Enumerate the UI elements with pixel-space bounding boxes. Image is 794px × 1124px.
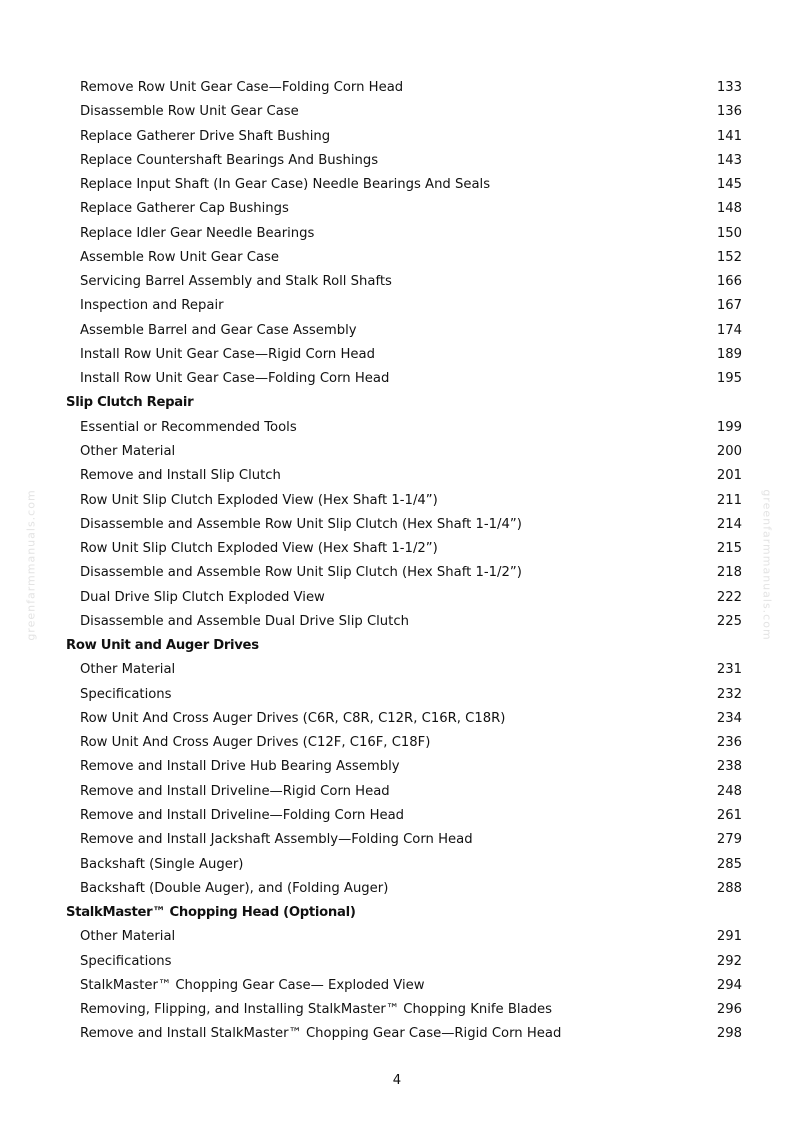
toc-entry-title: Install Row Unit Gear Case—Folding Corn Head: [80, 371, 390, 387]
toc-entry-title: Backshaft (Double Auger), and (Folding Auger): [80, 880, 389, 896]
toc-entry[interactable]: [66, 246, 742, 270]
toc-entry-title: Disassemble and Assemble Row Unit Slip Clutch (Hex Shaft 1-1/2”): [80, 565, 522, 581]
toc-entry[interactable]: [66, 707, 742, 731]
toc-entry-title: Row Unit And Cross Auger Drives (C6R, C8R, C12R, C16R, C18R): [80, 710, 506, 726]
toc-entry[interactable]: [66, 270, 742, 294]
toc-entry-page-number: 291: [716, 929, 742, 945]
toc-entry-page-number: 279: [716, 832, 742, 848]
toc-entry-page-number: 152: [716, 249, 742, 265]
toc-entry[interactable]: [66, 149, 742, 173]
toc-entry-page-number: 222: [716, 589, 742, 605]
toc-section-title: Slip Clutch Repair: [66, 395, 194, 411]
toc-entry[interactable]: [66, 853, 742, 877]
toc-section-heading: [66, 901, 742, 925]
toc-entry[interactable]: [66, 561, 742, 585]
toc-entry-title: StalkMaster™ Chopping Gear Case— Exploded View: [80, 977, 425, 993]
toc-entry-page-number: 200: [716, 443, 742, 459]
toc-entry-page-number: 201: [716, 468, 742, 484]
toc-entry[interactable]: [66, 513, 742, 537]
toc-entry[interactable]: [66, 731, 742, 755]
toc-entry-page-number: 234: [716, 710, 742, 726]
toc-entry[interactable]: [66, 610, 742, 634]
toc-entry-title: Replace Gatherer Drive Shaft Bushing: [80, 128, 331, 144]
toc-entry[interactable]: [66, 294, 742, 318]
toc-entry-page-number: 189: [716, 346, 742, 362]
toc-entry[interactable]: [66, 925, 742, 949]
toc-entry-page-number: 294: [716, 977, 742, 993]
toc-entry-title: Disassemble Row Unit Gear Case: [80, 104, 299, 120]
toc-entry[interactable]: [66, 950, 742, 974]
page-number: 4: [392, 1073, 402, 1088]
toc-section-heading: [66, 391, 742, 415]
toc-entry-page-number: 231: [716, 662, 742, 678]
toc-entry-page-number: 143: [716, 152, 742, 168]
toc-entry[interactable]: [66, 755, 742, 779]
toc-entry-title: Replace Countershaft Bearings And Bushings: [80, 152, 379, 168]
toc-entry-page-number: 236: [716, 735, 742, 751]
toc-section-heading: [66, 634, 742, 658]
toc-entry-title: Servicing Barrel Assembly and Stalk Roll Shafts: [80, 274, 392, 290]
toc-entry[interactable]: [66, 586, 742, 610]
toc-entry[interactable]: [66, 658, 742, 682]
toc-entry-page-number: 296: [716, 1002, 742, 1018]
toc-section-title: Row Unit and Auger Drives: [66, 638, 259, 654]
toc-entry[interactable]: [66, 173, 742, 197]
toc-entry-page-number: 136: [716, 104, 742, 120]
watermark-right-text: greenfarmmanuals.com: [760, 488, 774, 641]
toc-entry-title: Replace Input Shaft (In Gear Case) Needle Bearings And Seals: [80, 177, 491, 193]
toc-entry[interactable]: [66, 100, 742, 124]
toc-entry-page-number: 150: [716, 225, 742, 241]
toc-entry-title: Other Material: [80, 929, 176, 945]
toc-entry-title: Remove and Install Jackshaft Assembly—Folding Corn Head: [80, 832, 473, 848]
toc-entry-title: Removing, Flipping, and Installing StalkMaster™ Chopping Knife Blades: [80, 1002, 552, 1018]
toc-entry-page-number: 225: [716, 613, 742, 629]
toc-entry-title: Assemble Row Unit Gear Case: [80, 249, 280, 265]
toc-entry[interactable]: [66, 537, 742, 561]
toc-entry[interactable]: [66, 828, 742, 852]
toc-entry[interactable]: [66, 780, 742, 804]
toc-entry-title: Specifications: [80, 686, 172, 702]
toc-entry[interactable]: [66, 125, 742, 149]
toc-entry-title: Disassemble and Assemble Dual Drive Slip Clutch: [80, 613, 409, 629]
toc-entry[interactable]: [66, 76, 742, 100]
toc-entry-page-number: 285: [716, 856, 742, 872]
toc-entry-title: Replace Gatherer Cap Bushings: [80, 201, 289, 217]
toc-entry-page-number: 141: [716, 128, 742, 144]
toc-entry-page-number: 145: [716, 177, 742, 193]
toc-entry-page-number: 215: [716, 541, 742, 557]
toc-entry[interactable]: [66, 489, 742, 513]
toc-entry-page-number: 238: [716, 759, 742, 775]
toc-entry-title: Disassemble and Assemble Row Unit Slip Clutch (Hex Shaft 1-1/4”): [80, 516, 522, 532]
toc-entry[interactable]: [66, 464, 742, 488]
toc-entry[interactable]: [66, 197, 742, 221]
toc-entry-page-number: 298: [716, 1026, 742, 1042]
toc-section-title: StalkMaster™ Chopping Head (Optional): [66, 905, 356, 921]
toc-entry[interactable]: [66, 440, 742, 464]
toc-entry-page-number: 174: [716, 322, 742, 338]
toc-entry-title: Row Unit Slip Clutch Exploded View (Hex Shaft 1-1/4”): [80, 492, 438, 508]
toc-entry[interactable]: [66, 998, 742, 1022]
toc-entry[interactable]: [66, 974, 742, 998]
toc-entry-page-number: 166: [716, 274, 742, 290]
toc-entry-page-number: 261: [716, 807, 742, 823]
toc-entry-title: Remove and Install Drive Hub Bearing Assembly: [80, 759, 400, 775]
toc-entry-title: Specifications: [80, 953, 172, 969]
toc-entry-page-number: 288: [716, 880, 742, 896]
toc-entry[interactable]: [66, 222, 742, 246]
toc-entry[interactable]: [66, 367, 742, 391]
toc-entry-page-number: 232: [716, 686, 742, 702]
watermark-right: [760, 487, 774, 642]
toc-entry-title: Replace Idler Gear Needle Bearings: [80, 225, 315, 241]
toc-entry-page-number: 218: [716, 565, 742, 581]
toc-entry-title: Assemble Barrel and Gear Case Assembly: [80, 322, 357, 338]
toc-entry-page-number: 211: [716, 492, 742, 508]
toc-entry-title: Remove and Install Driveline—Folding Corn Head: [80, 807, 405, 823]
toc-entry-page-number: 148: [716, 201, 742, 217]
toc-entry-page-number: 214: [716, 516, 742, 532]
toc-entry-title: Backshaft (Single Auger): [80, 856, 244, 872]
toc-entry-title: Inspection and Repair: [80, 298, 224, 314]
toc-entry[interactable]: [66, 319, 742, 343]
toc-entry-title: Remove and Install StalkMaster™ Chopping Gear Case—Rigid Corn Head: [80, 1026, 562, 1042]
toc-entry[interactable]: [66, 877, 742, 901]
toc-entry[interactable]: [66, 343, 742, 367]
toc-entry-page-number: 292: [716, 953, 742, 969]
toc-entry[interactable]: [66, 683, 742, 707]
toc-entry-page-number: 133: [716, 80, 742, 95]
toc-entry-page-number: 199: [716, 419, 742, 435]
toc-entry-title: Install Row Unit Gear Case—Rigid Corn Head: [80, 346, 375, 362]
toc-entry-page-number: 167: [716, 298, 742, 314]
toc-entry-title: Essential or Recommended Tools: [80, 419, 297, 435]
toc-entry[interactable]: [66, 416, 742, 440]
toc-entry-title: Other Material: [80, 443, 176, 459]
toc-entry-title: Dual Drive Slip Clutch Exploded View: [80, 589, 325, 605]
watermark-left-text: greenfarmmanuals.com: [24, 488, 38, 641]
toc-entry-page-number: 248: [716, 783, 742, 799]
toc-entry-title: Remove Row Unit Gear Case—Folding Corn Head: [80, 80, 404, 95]
toc-entry-title: Row Unit And Cross Auger Drives (C12F, C16F, C18F): [80, 735, 431, 751]
toc-entry[interactable]: [66, 804, 742, 828]
watermark-left: [24, 487, 38, 642]
toc-entry-title: Other Material: [80, 662, 176, 678]
toc-entry-title: Row Unit Slip Clutch Exploded View (Hex Shaft 1-1/2”): [80, 541, 438, 557]
toc-entry[interactable]: [66, 1022, 742, 1046]
table-of-contents: [66, 76, 742, 1047]
toc-entry-page-number: 195: [716, 371, 742, 387]
toc-entry-title: Remove and Install Slip Clutch: [80, 468, 281, 484]
toc-entry-title: Remove and Install Driveline—Rigid Corn Head: [80, 783, 390, 799]
